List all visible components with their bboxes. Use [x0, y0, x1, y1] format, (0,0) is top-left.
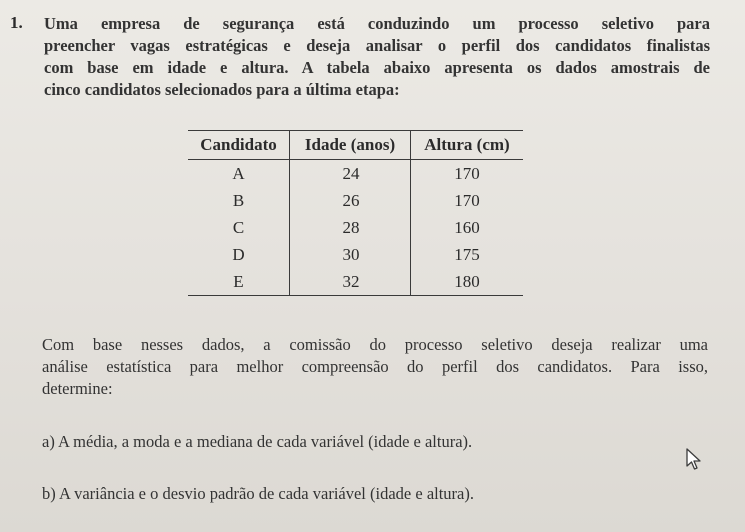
cell-altura: 170: [454, 163, 480, 183]
cell-candidato: E: [188, 268, 290, 296]
intro-line: Uma empresa de segurança está conduzindo um processo seletivo para: [44, 14, 710, 33]
cell-idade: 32: [290, 268, 411, 296]
header-idade: Idade (anos): [290, 131, 411, 160]
candidates-table: [188, 130, 523, 296]
header-altura: Altura (cm): [411, 131, 524, 160]
intro-line: preencher vagas estratégicas e deseja analisar o perfil dos candidatos finalistas: [44, 36, 710, 55]
table-row: [188, 241, 523, 268]
table-header-row: [188, 131, 523, 160]
cell-idade: 24: [290, 160, 411, 188]
followup-line: análise estatística para melhor compreensão do perfil dos candidatos. Para isso,: [42, 357, 708, 376]
intro-line: cinco candidatos selecionados para a última etapa:: [44, 80, 400, 99]
cell-idade: 30: [290, 241, 411, 268]
question-number: 1.: [10, 13, 23, 32]
table-row: [188, 214, 523, 241]
table-row: [188, 268, 523, 296]
intro-line: com base em idade e altura. A tabela abaixo apresenta os dados amostrais de: [44, 58, 710, 77]
cell-altura: 160: [454, 217, 480, 237]
question-intro: [44, 13, 710, 101]
followup-line: determine:: [42, 379, 113, 398]
cell-altura: 175: [454, 244, 480, 264]
cell-candidato: C: [188, 214, 290, 241]
cell-candidato: A: [188, 160, 290, 188]
followup-line: Com base nesses dados, a comissão do processo seletivo deseja realizar uma: [42, 335, 708, 354]
cell-candidato: D: [188, 241, 290, 268]
question-followup: [42, 334, 708, 400]
table-row: [188, 187, 523, 214]
cell-idade: 28: [290, 214, 411, 241]
item-b: b) A variância e o desvio padrão de cada variável (idade e altura).: [42, 484, 474, 503]
mouse-pointer-icon: [684, 447, 706, 471]
cell-idade: 26: [290, 187, 411, 214]
cell-altura: 170: [454, 190, 480, 210]
table-row: [188, 160, 523, 188]
cell-altura: 180: [411, 268, 524, 296]
header-candidato: Candidato: [188, 131, 290, 160]
item-a: a) A média, a moda e a mediana de cada variável (idade e altura).: [42, 432, 473, 451]
cell-candidato: B: [188, 187, 290, 214]
